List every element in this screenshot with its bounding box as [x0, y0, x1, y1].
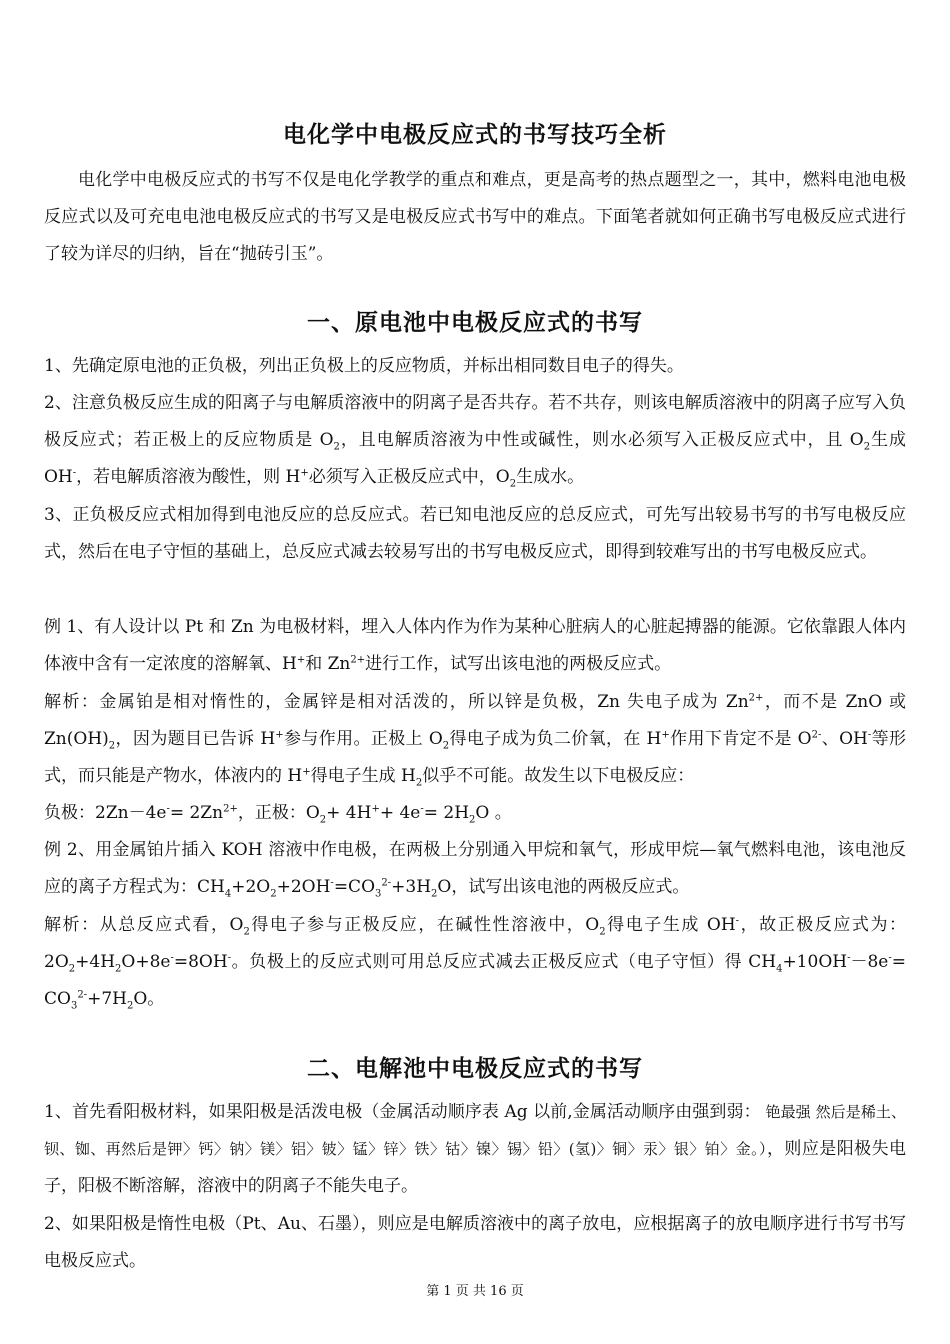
text-run: +4H	[75, 952, 116, 972]
superscript: 2+	[748, 692, 764, 704]
text-run: 解析：从总反应式看，O	[44, 915, 244, 935]
subscript: 2	[270, 888, 277, 900]
text-run: O+8e	[121, 952, 171, 972]
text-run: 必须写入正极反应式中，O	[308, 467, 510, 487]
text-run: －8e	[850, 952, 889, 972]
text-run: + 4H	[326, 803, 372, 823]
text-run: ，若电解质溶液为酸性，则 H	[76, 467, 301, 487]
text-run: 得电子生成 H	[310, 766, 416, 786]
text-run: = 2H	[423, 803, 470, 823]
text-run: ，而不是 ZnO 或 Zn(OH)	[44, 692, 906, 749]
superscript: 2-	[381, 877, 392, 889]
text-run: = CO	[44, 952, 906, 1009]
text-run: 得电子参与正极反应，在碱性性溶液中，O	[249, 915, 600, 935]
section1-heading: 一、原电池中电极反应式的书写	[307, 310, 643, 336]
subscript: 2	[319, 814, 327, 826]
subscript: 4	[776, 963, 783, 975]
text-run: 和 Zn	[305, 654, 351, 674]
example1	[44, 609, 906, 683]
text-run: O 。	[475, 803, 512, 823]
subscript: 2	[442, 740, 450, 752]
subscript: 2	[115, 963, 122, 975]
text-run: 参与作用。正极上 O	[283, 729, 443, 749]
text-run: 作用下肯定不是 O	[669, 729, 812, 749]
subscript: 2	[126, 1000, 134, 1012]
subscript: 2	[599, 926, 606, 938]
subscript: 3	[375, 888, 382, 900]
superscript: +	[300, 467, 309, 479]
analysis1	[44, 684, 906, 795]
subscript: 2	[415, 777, 423, 789]
text-run: ，则应是阳极失电子，阳极不断溶解，溶液中的阴离子不能失电子。	[44, 1139, 907, 1196]
text-run: 。负极上的反应式则可用总反应式减去正极反应式（电子守恒）得 CH	[231, 952, 777, 972]
text-run: 解析：金属铂是相对惰性的，金属锌是相对活泼的，所以锌是负极，Zn 失电子成为 Zn	[44, 692, 749, 712]
text-run: 负极：2Zn－4e	[44, 803, 167, 823]
text-run: +2O	[231, 877, 271, 897]
text-run: 生成 OH	[44, 430, 907, 487]
text-run: ，正极：O	[237, 803, 320, 823]
text-run: 2、注意负极反应生成的阳离子与电解质溶液中的阴离子是否共存。若不共存，则该电解质溶液中的阴离子应写入负极反应式；若正极上的反应物质是 O	[44, 393, 906, 450]
text-run: O，试写出该电池的两极反应式。	[437, 877, 690, 897]
metal-activity-series: 铯最强 然后是稀土、钡、铷、再然后是钾〉钙〉钠〉镁〉铝〉铍〉锰〉锌〉铁〉钴〉镍〉锡〉铅〉(氢)〉铜〉汞〉银〉铂〉金。）	[44, 1103, 906, 1158]
text-run: ，因为题目已告诉 H	[115, 729, 276, 749]
section1-point1: 1、先确定原电池的正负极，列出正负极上的反应物质，并标出相同数目电子的得失。	[44, 356, 684, 376]
document-title: 电化学中电极反应式的书写技巧全析	[283, 122, 667, 148]
text-run: 、OH	[821, 729, 868, 749]
subscript: 2	[68, 963, 76, 975]
text-run: 似乎不可能。故发生以下电极反应：	[422, 766, 695, 786]
text-run: ，故正极反应式为：2O	[44, 915, 907, 972]
subscript: 2	[243, 926, 250, 938]
superscript: +	[275, 729, 284, 741]
text-run: =CO	[333, 877, 376, 897]
superscript: +	[302, 766, 311, 778]
superscript: -	[847, 952, 851, 964]
text-run: 生成水。	[516, 467, 585, 487]
intro-paragraph: 电化学中电极反应式的书写不仅是电化学教学的重点和难点，更是高考的热点题型之一，其中，燃料电池电极反应式以及可充电电池电极反应式的书写又是电极反应式书写中的难点。下面笔者就如何正确书写电极反应式进行了较为详尽的归纳，旨在“抛砖引玉”。	[44, 170, 906, 264]
text-run: + 4e	[379, 803, 421, 823]
text-run: +2OH	[276, 877, 331, 897]
equation1	[44, 795, 906, 832]
section1-point3: 3、正负极反应式相加得到电池反应的总反应式。若已知电池反应的总反应式，可先写出较易书写的书写电极反应式，然后在电子守恒的基础上，总反应式减去较易写出的书写电极反应式，即得到较难写出的书写电极反应式。	[44, 505, 906, 562]
text-run: 得电子生成 OH	[605, 915, 736, 935]
subscript: 2	[431, 888, 438, 900]
superscript: -	[166, 803, 170, 815]
superscript: -	[227, 952, 232, 964]
text-run: O。	[133, 989, 165, 1009]
section2-point2: 2、如果阳极是惰性电极（Pt、Au、石墨），则应是电解质溶液中的离子放电，应根据离子的放电顺序进行书写书写电极反应式。	[44, 1214, 906, 1271]
text-run: +10OH	[782, 952, 848, 972]
superscript: -	[888, 952, 892, 964]
subscript: 3	[70, 1000, 78, 1012]
section2-point1	[44, 1094, 906, 1205]
superscript: -	[170, 952, 174, 964]
section1-point2	[44, 385, 906, 496]
analysis2	[44, 907, 906, 1018]
superscript: -	[867, 729, 872, 741]
superscript: 2-	[77, 989, 88, 1001]
text-run: 等形式，而只能是产物水，体液内的 H	[44, 729, 907, 786]
superscript: -	[420, 803, 424, 815]
text-run: 例 2、用金属铂片插入 KOH 溶液中作电极，在两极上分别通入甲烷和氧气，形成甲烷—氧气燃料电池，该电池反应的离子方程式为：CH	[44, 840, 906, 897]
subscript: 2	[509, 478, 517, 490]
superscript: -	[735, 915, 740, 927]
text-run: 例 1、有人设计以 Pt 和 Zn 为电极材料，埋入人体内作为作为某种心脏病人的心脏起搏器的能源。它依靠跟人体内体液中含有一定浓度的溶解氧、H	[44, 617, 906, 674]
page-footer: 第 1 页 共 16 页	[426, 1284, 524, 1299]
subscript: 2	[333, 441, 340, 453]
superscript: +	[296, 654, 306, 666]
text-run: 进行工作，试写出该电池的两极反应式。	[365, 654, 672, 674]
text-run: 得电子成为负二价氧，在 H	[449, 729, 662, 749]
subscript: 4	[224, 888, 232, 900]
section2-heading: 二、电解池中电极反应式的书写	[307, 1056, 643, 1082]
example2	[44, 832, 906, 906]
text-run: +3H	[391, 877, 432, 897]
text-run: ，且电解质溶液为中性或碱性，则水必须写入正极反应式中，且 O	[339, 430, 864, 450]
text-run: = 2Zn	[169, 803, 224, 823]
superscript: -	[330, 877, 334, 889]
superscript: +	[371, 803, 380, 815]
superscript: 2+	[350, 654, 366, 666]
superscript: -	[72, 467, 77, 479]
subscript: 2	[469, 814, 476, 826]
text-run: 1、首先看阳极材料，如果阳极是活泼电极（金属活动顺序表 Ag 以前,金属活动顺序由强到弱：	[44, 1102, 761, 1122]
text-run: +7H	[87, 989, 127, 1009]
superscript: +	[661, 729, 670, 741]
superscript: 2-	[811, 729, 822, 741]
superscript: 2+	[223, 803, 238, 815]
subscript: 2	[863, 441, 871, 453]
text-run: =8OH	[173, 952, 228, 972]
subscript: 2	[108, 740, 116, 752]
